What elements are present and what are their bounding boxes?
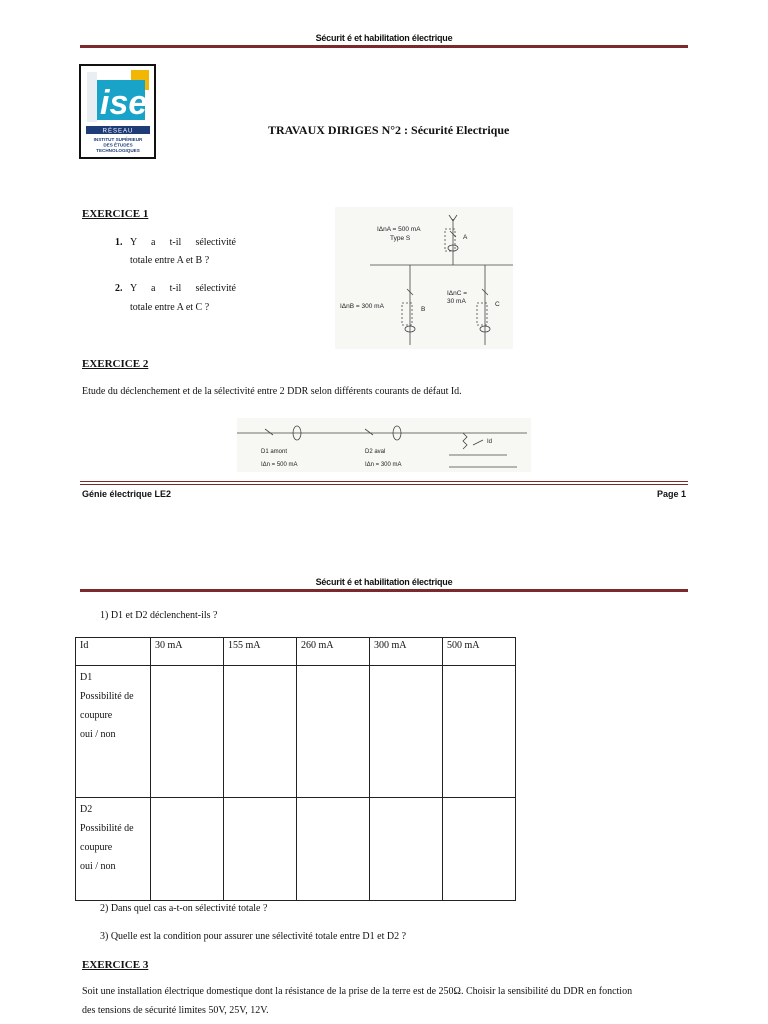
row-label: coupure <box>80 842 113 853</box>
question-line: totale entre A et C ? <box>130 302 210 313</box>
selectivity-diagram <box>335 207 513 349</box>
row-label-cell <box>76 798 151 901</box>
header-rule <box>80 45 688 48</box>
row-label: D2 <box>80 804 93 815</box>
exercice-2-heading: EXERCICE 2 <box>82 358 149 370</box>
question-1: 1) D1 et D2 déclenchent-ils ? <box>100 610 218 621</box>
label-b: B <box>421 306 426 313</box>
row-label: Possibilité de <box>80 823 134 834</box>
label-b-threshold: IΔnB = 300 mA <box>340 303 384 310</box>
table-header-row <box>76 638 516 666</box>
page-number: Page 1 <box>656 489 686 499</box>
label-c: C <box>495 301 500 308</box>
row-label: Possibilité de <box>80 691 134 702</box>
page-header: Sécurit é et habilitation électrique <box>315 33 453 43</box>
label-d1: D1 amont <box>261 449 288 455</box>
page-header: Sécurit é et habilitation électrique <box>315 577 453 587</box>
logo-letters: iset <box>100 84 154 122</box>
exercice-3-heading: EXERCICE 3 <box>82 959 149 971</box>
answer-cell[interactable] <box>370 666 443 798</box>
row-label-cell <box>76 666 151 798</box>
row-label: D1 <box>80 672 93 683</box>
exercice-3-text: des tensions de sécurité limites 50V, 25V, 12V. <box>82 1005 269 1016</box>
answer-cell[interactable] <box>224 666 297 798</box>
row-label: coupure <box>80 710 113 721</box>
exercice-2-text: Etude du déclenchement et de la sélectivité entre 2 DDR selon différents courants de défaut Id. <box>82 386 462 397</box>
footer-rule <box>80 484 688 485</box>
question-number: 2. <box>115 283 123 294</box>
table-header-cell: 300 mA <box>370 638 443 666</box>
label-c-threshold-value: 30 mA <box>447 298 466 305</box>
label-c-threshold: IΔnC = <box>447 290 468 297</box>
ddr-chain-diagram <box>237 418 531 472</box>
question-3: 3) Quelle est la condition pour assurer une sélectivité totale entre D1 et D2 ? <box>100 931 407 942</box>
question-line: totale entre A et B ? <box>130 255 210 266</box>
question-line: Y a t-il sélectivité <box>130 283 236 294</box>
logo-caption-line: INSTITUT SUPÉRIEUR <box>93 137 143 142</box>
table-row <box>76 798 516 901</box>
logo-band-text: RÉSEAU <box>102 128 134 135</box>
answer-cell[interactable] <box>443 798 516 901</box>
page-title: TRAVAUX DIRIGES N°2 : Sécurité Electrique <box>268 123 510 137</box>
table-header-cell: 30 mA <box>151 638 224 666</box>
table-header-cell: 155 mA <box>224 638 297 666</box>
answer-cell[interactable] <box>297 666 370 798</box>
table-header-cell: 260 mA <box>297 638 370 666</box>
label-a-threshold: IΔnA = 500 mA <box>377 226 421 233</box>
answer-cell[interactable] <box>151 798 224 901</box>
label-a-type: Type S <box>390 235 411 242</box>
exercice-3-text: Soit une installation électrique domestique dont la résistance de la prise de la terre est de 250Ω. Choisir la sensibilité du DDR en fonction <box>82 986 633 997</box>
table-header-cell: 500 mA <box>443 638 516 666</box>
row-label: oui / non <box>80 729 116 740</box>
exercice-1-heading: EXERCICE 1 <box>82 208 149 220</box>
footer-left: Génie électrique LE2 <box>82 489 172 499</box>
table-header-cell: Id <box>76 638 151 666</box>
iset-logo <box>79 64 156 159</box>
question-line: Y a t-il sélectivité <box>130 237 236 248</box>
answer-cell[interactable] <box>151 666 224 798</box>
header-rule <box>80 589 688 592</box>
footer-rule <box>80 481 688 482</box>
results-table <box>75 637 516 901</box>
label-a: A <box>463 234 468 241</box>
answer-cell[interactable] <box>370 798 443 901</box>
logo-caption-line: DES ÉTUDES <box>103 142 133 148</box>
label-d2: D2 aval <box>365 449 386 455</box>
iset-logo-graphic <box>81 66 154 157</box>
label-d1-rating: IΔn = 500 mA <box>261 462 298 468</box>
question-2: 2) Dans quel cas a-t-on sélectivité totale ? <box>100 903 268 914</box>
answer-cell[interactable] <box>224 798 297 901</box>
answer-cell[interactable] <box>297 798 370 901</box>
row-label: oui / non <box>80 861 116 872</box>
logo-caption-line: TECHNOLOGIQUES <box>96 148 140 153</box>
question-number: 1. <box>115 237 123 248</box>
answer-cell[interactable] <box>443 666 516 798</box>
table-row <box>76 666 516 798</box>
label-d2-rating: IΔn = 300 mA <box>365 462 402 468</box>
label-id: Id <box>487 439 493 445</box>
